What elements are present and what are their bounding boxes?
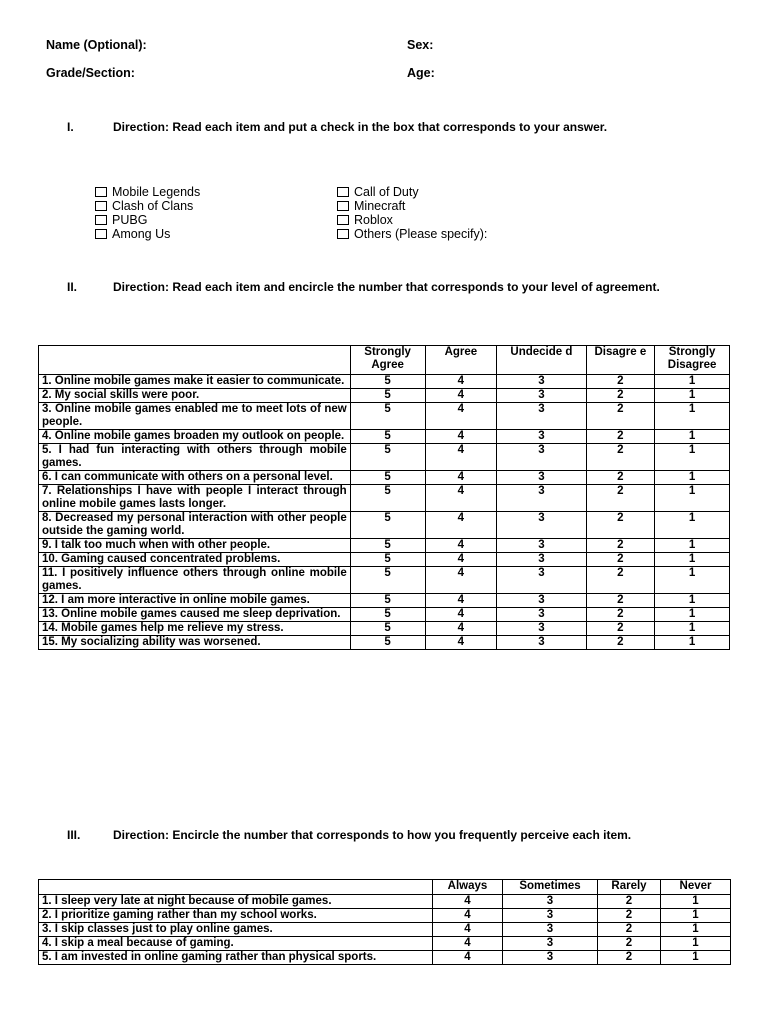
rating-option[interactable]: 1 bbox=[661, 895, 731, 909]
game-options-left bbox=[95, 185, 200, 241]
rating-option[interactable]: 1 bbox=[661, 909, 731, 923]
rating-option[interactable]: 2 bbox=[586, 539, 655, 553]
statement-cell: 13. Online mobile games caused me sleep deprivation. bbox=[39, 608, 351, 622]
table-row bbox=[39, 594, 730, 608]
table-row bbox=[39, 636, 730, 650]
rating-option[interactable]: 3 bbox=[497, 622, 586, 636]
table-row bbox=[39, 430, 730, 444]
rating-option[interactable]: 2 bbox=[586, 389, 655, 403]
rating-option[interactable]: 1 bbox=[655, 608, 730, 622]
rating-option[interactable]: 3 bbox=[497, 485, 586, 512]
sex-label: Sex: bbox=[407, 38, 434, 52]
rating-option[interactable]: 2 bbox=[598, 937, 661, 951]
statement-cell: 9. I talk too much when with other people. bbox=[39, 539, 351, 553]
rating-option[interactable]: 4 bbox=[425, 403, 497, 430]
rating-option[interactable]: 3 bbox=[503, 937, 598, 951]
rating-option[interactable]: 4 bbox=[425, 636, 497, 650]
rating-option[interactable]: 5 bbox=[350, 553, 425, 567]
frequency-table bbox=[38, 879, 731, 965]
rating-option[interactable]: 2 bbox=[586, 403, 655, 430]
column-header: Rarely bbox=[598, 880, 661, 895]
column-header: Undecide d bbox=[497, 346, 586, 375]
section-1-direction: Direction: Read each item and put a check in the box that corresponds to your answer. bbox=[113, 120, 608, 134]
checkbox-icon[interactable] bbox=[95, 201, 107, 211]
rating-option[interactable]: 4 bbox=[425, 608, 497, 622]
rating-option[interactable]: 3 bbox=[503, 923, 598, 937]
rating-option[interactable]: 5 bbox=[350, 485, 425, 512]
rating-option[interactable]: 3 bbox=[503, 895, 598, 909]
rating-option[interactable]: 4 bbox=[425, 567, 497, 594]
column-header: Sometimes bbox=[503, 880, 598, 895]
rating-option[interactable]: 3 bbox=[497, 403, 586, 430]
statement-cell: 6. I can communicate with others on a personal level. bbox=[39, 471, 351, 485]
rating-option[interactable]: 1 bbox=[655, 485, 730, 512]
rating-option[interactable]: 3 bbox=[497, 539, 586, 553]
rating-option[interactable]: 4 bbox=[433, 895, 503, 909]
rating-option[interactable]: 1 bbox=[655, 444, 730, 471]
rating-option[interactable]: 5 bbox=[350, 539, 425, 553]
table-row bbox=[39, 567, 730, 594]
rating-option[interactable]: 4 bbox=[425, 430, 497, 444]
rating-option[interactable]: 4 bbox=[425, 389, 497, 403]
age-label: Age: bbox=[407, 66, 435, 80]
rating-option[interactable]: 3 bbox=[497, 512, 586, 539]
rating-option[interactable]: 3 bbox=[497, 444, 586, 471]
checkbox-icon[interactable] bbox=[337, 215, 349, 225]
rating-option[interactable]: 4 bbox=[433, 909, 503, 923]
option-among-us[interactable]: Among Us bbox=[95, 227, 200, 241]
checkbox-icon[interactable] bbox=[337, 201, 349, 211]
rating-option[interactable]: 1 bbox=[655, 389, 730, 403]
table-row bbox=[39, 485, 730, 512]
checkbox-icon[interactable] bbox=[337, 187, 349, 197]
table-row bbox=[39, 471, 730, 485]
rating-option[interactable]: 5 bbox=[350, 622, 425, 636]
table-row bbox=[39, 909, 731, 923]
rating-option[interactable]: 4 bbox=[425, 594, 497, 608]
option-clash-of-clans[interactable]: Clash of Clans bbox=[95, 199, 200, 213]
rating-option[interactable]: 3 bbox=[497, 471, 586, 485]
rating-option[interactable]: 1 bbox=[661, 937, 731, 951]
rating-option[interactable]: 2 bbox=[598, 895, 661, 909]
rating-option[interactable]: 4 bbox=[433, 951, 503, 965]
rating-option[interactable]: 5 bbox=[350, 567, 425, 594]
rating-option[interactable]: 4 bbox=[425, 471, 497, 485]
column-header: Always bbox=[433, 880, 503, 895]
column-header: Disagre e bbox=[586, 346, 655, 375]
rating-option[interactable]: 1 bbox=[655, 622, 730, 636]
rating-option[interactable]: 2 bbox=[586, 608, 655, 622]
table-row bbox=[39, 553, 730, 567]
rating-option[interactable]: 4 bbox=[425, 375, 497, 389]
rating-option[interactable]: 1 bbox=[655, 594, 730, 608]
table-row bbox=[39, 937, 731, 951]
statement-cell: 8. Decreased my personal interaction with other people outside the gaming world. bbox=[39, 512, 351, 539]
rating-option[interactable]: 3 bbox=[503, 909, 598, 923]
rating-option[interactable]: 4 bbox=[425, 622, 497, 636]
rating-option[interactable]: 4 bbox=[433, 937, 503, 951]
table-row bbox=[39, 608, 730, 622]
rating-option[interactable]: 5 bbox=[350, 594, 425, 608]
rating-option[interactable]: 3 bbox=[497, 375, 586, 389]
rating-option[interactable]: 2 bbox=[586, 471, 655, 485]
statement-cell: 5. I had fun interacting with others through mobile games. bbox=[39, 444, 351, 471]
statement-header bbox=[39, 346, 351, 375]
rating-option[interactable]: 1 bbox=[655, 539, 730, 553]
checkbox-icon[interactable] bbox=[95, 187, 107, 197]
section-2-numeral: II. bbox=[67, 280, 78, 294]
rating-option[interactable]: 2 bbox=[586, 636, 655, 650]
option-mobile-legends[interactable]: Mobile Legends bbox=[95, 185, 200, 199]
rating-option[interactable]: 1 bbox=[661, 923, 731, 937]
table-row bbox=[39, 539, 730, 553]
rating-option[interactable]: 4 bbox=[425, 539, 497, 553]
statement-cell: 4. Online mobile games broaden my outlook on people. bbox=[39, 430, 351, 444]
statement-header bbox=[39, 880, 433, 895]
statement-cell: 2. I prioritize gaming rather than my school works. bbox=[39, 909, 433, 923]
section-2-direction: Direction: Read each item and encircle the number that corresponds to your level of agreement. bbox=[113, 280, 660, 294]
statement-cell: 7. Relationships I have with people I interact through online mobile games lasts longer. bbox=[39, 485, 351, 512]
table-header-row bbox=[39, 880, 731, 895]
column-header: Strongly Disagree bbox=[655, 346, 730, 375]
statement-cell: 5. I am invested in online gaming rather than physical sports. bbox=[39, 951, 433, 965]
column-header: Never bbox=[661, 880, 731, 895]
statement-cell: 15. My socializing ability was worsened. bbox=[39, 636, 351, 650]
rating-option[interactable]: 2 bbox=[586, 444, 655, 471]
rating-option[interactable]: 5 bbox=[350, 512, 425, 539]
rating-option[interactable]: 2 bbox=[586, 375, 655, 389]
table-row bbox=[39, 622, 730, 636]
rating-option[interactable]: 2 bbox=[598, 951, 661, 965]
rating-option[interactable]: 2 bbox=[586, 594, 655, 608]
statement-cell: 3. Online mobile games enabled me to meet lots of new people. bbox=[39, 403, 351, 430]
statement-cell: 12. I am more interactive in online mobile games. bbox=[39, 594, 351, 608]
column-header: Strongly Agree bbox=[350, 346, 425, 375]
table-row bbox=[39, 403, 730, 430]
rating-option[interactable]: 1 bbox=[655, 567, 730, 594]
option-minecraft[interactable]: Minecraft bbox=[337, 199, 487, 213]
rating-option[interactable]: 1 bbox=[655, 375, 730, 389]
table-row bbox=[39, 444, 730, 471]
game-options-right bbox=[337, 185, 487, 241]
checkbox-icon[interactable] bbox=[337, 229, 349, 239]
statement-cell: 14. Mobile games help me relieve my stress. bbox=[39, 622, 351, 636]
name-label: Name (Optional): bbox=[46, 38, 147, 52]
rating-option[interactable]: 3 bbox=[497, 389, 586, 403]
rating-option[interactable]: 2 bbox=[586, 567, 655, 594]
rating-option[interactable]: 1 bbox=[655, 512, 730, 539]
checkbox-icon[interactable] bbox=[95, 229, 107, 239]
rating-option[interactable]: 3 bbox=[497, 608, 586, 622]
rating-option[interactable]: 5 bbox=[350, 375, 425, 389]
statement-cell: 4. I skip a meal because of gaming. bbox=[39, 937, 433, 951]
column-header: Agree bbox=[425, 346, 497, 375]
rating-option[interactable]: 5 bbox=[350, 389, 425, 403]
rating-option[interactable]: 1 bbox=[661, 951, 731, 965]
rating-option[interactable]: 3 bbox=[497, 430, 586, 444]
statement-cell: 3. I skip classes just to play online games. bbox=[39, 923, 433, 937]
rating-option[interactable]: 3 bbox=[497, 567, 586, 594]
statement-cell: 1. I sleep very late at night because of mobile games. bbox=[39, 895, 433, 909]
rating-option[interactable]: 5 bbox=[350, 636, 425, 650]
table-row bbox=[39, 512, 730, 539]
rating-option[interactable]: 4 bbox=[433, 923, 503, 937]
rating-option[interactable]: 5 bbox=[350, 608, 425, 622]
rating-option[interactable]: 2 bbox=[586, 485, 655, 512]
rating-option[interactable]: 4 bbox=[425, 444, 497, 471]
option-call-of-duty[interactable]: Call of Duty bbox=[337, 185, 487, 199]
rating-option[interactable]: 4 bbox=[425, 553, 497, 567]
rating-option[interactable]: 1 bbox=[655, 430, 730, 444]
rating-option[interactable]: 5 bbox=[350, 471, 425, 485]
table-row bbox=[39, 895, 731, 909]
table-row bbox=[39, 375, 730, 389]
rating-option[interactable]: 2 bbox=[598, 909, 661, 923]
option-pubg[interactable]: PUBG bbox=[95, 213, 200, 227]
rating-option[interactable]: 2 bbox=[598, 923, 661, 937]
table-row bbox=[39, 951, 731, 965]
rating-option[interactable]: 1 bbox=[655, 636, 730, 650]
table-row bbox=[39, 389, 730, 403]
section-3-numeral: III. bbox=[67, 828, 81, 842]
section-1-numeral: I. bbox=[67, 120, 74, 134]
rating-option[interactable]: 5 bbox=[350, 403, 425, 430]
rating-option[interactable]: 1 bbox=[655, 553, 730, 567]
statement-cell: 1. Online mobile games make it easier to communicate. bbox=[39, 375, 351, 389]
table-row bbox=[39, 923, 731, 937]
statement-cell: 10. Gaming caused concentrated problems. bbox=[39, 553, 351, 567]
rating-option[interactable]: 3 bbox=[497, 553, 586, 567]
table-header-row bbox=[39, 346, 730, 375]
grade-section-label: Grade/Section: bbox=[46, 66, 135, 80]
rating-option[interactable]: 3 bbox=[497, 594, 586, 608]
rating-option[interactable]: 5 bbox=[350, 430, 425, 444]
option-others[interactable]: Others (Please specify): bbox=[337, 227, 487, 241]
rating-option[interactable]: 2 bbox=[586, 430, 655, 444]
agreement-table bbox=[38, 345, 730, 650]
rating-option[interactable]: 2 bbox=[586, 553, 655, 567]
option-roblox[interactable]: Roblox bbox=[337, 213, 487, 227]
checkbox-icon[interactable] bbox=[95, 215, 107, 225]
rating-option[interactable]: 1 bbox=[655, 471, 730, 485]
rating-option[interactable]: 2 bbox=[586, 512, 655, 539]
rating-option[interactable]: 1 bbox=[655, 403, 730, 430]
rating-option[interactable]: 4 bbox=[425, 485, 497, 512]
statement-cell: 2. My social skills were poor. bbox=[39, 389, 351, 403]
rating-option[interactable]: 4 bbox=[425, 512, 497, 539]
rating-option[interactable]: 3 bbox=[503, 951, 598, 965]
rating-option[interactable]: 5 bbox=[350, 444, 425, 471]
rating-option[interactable]: 3 bbox=[497, 636, 586, 650]
section-3-direction: Direction: Encircle the number that corresponds to how you frequently perceive each item. bbox=[113, 828, 632, 842]
rating-option[interactable]: 2 bbox=[586, 622, 655, 636]
statement-cell: 11. I positively influence others through online mobile games. bbox=[39, 567, 351, 594]
